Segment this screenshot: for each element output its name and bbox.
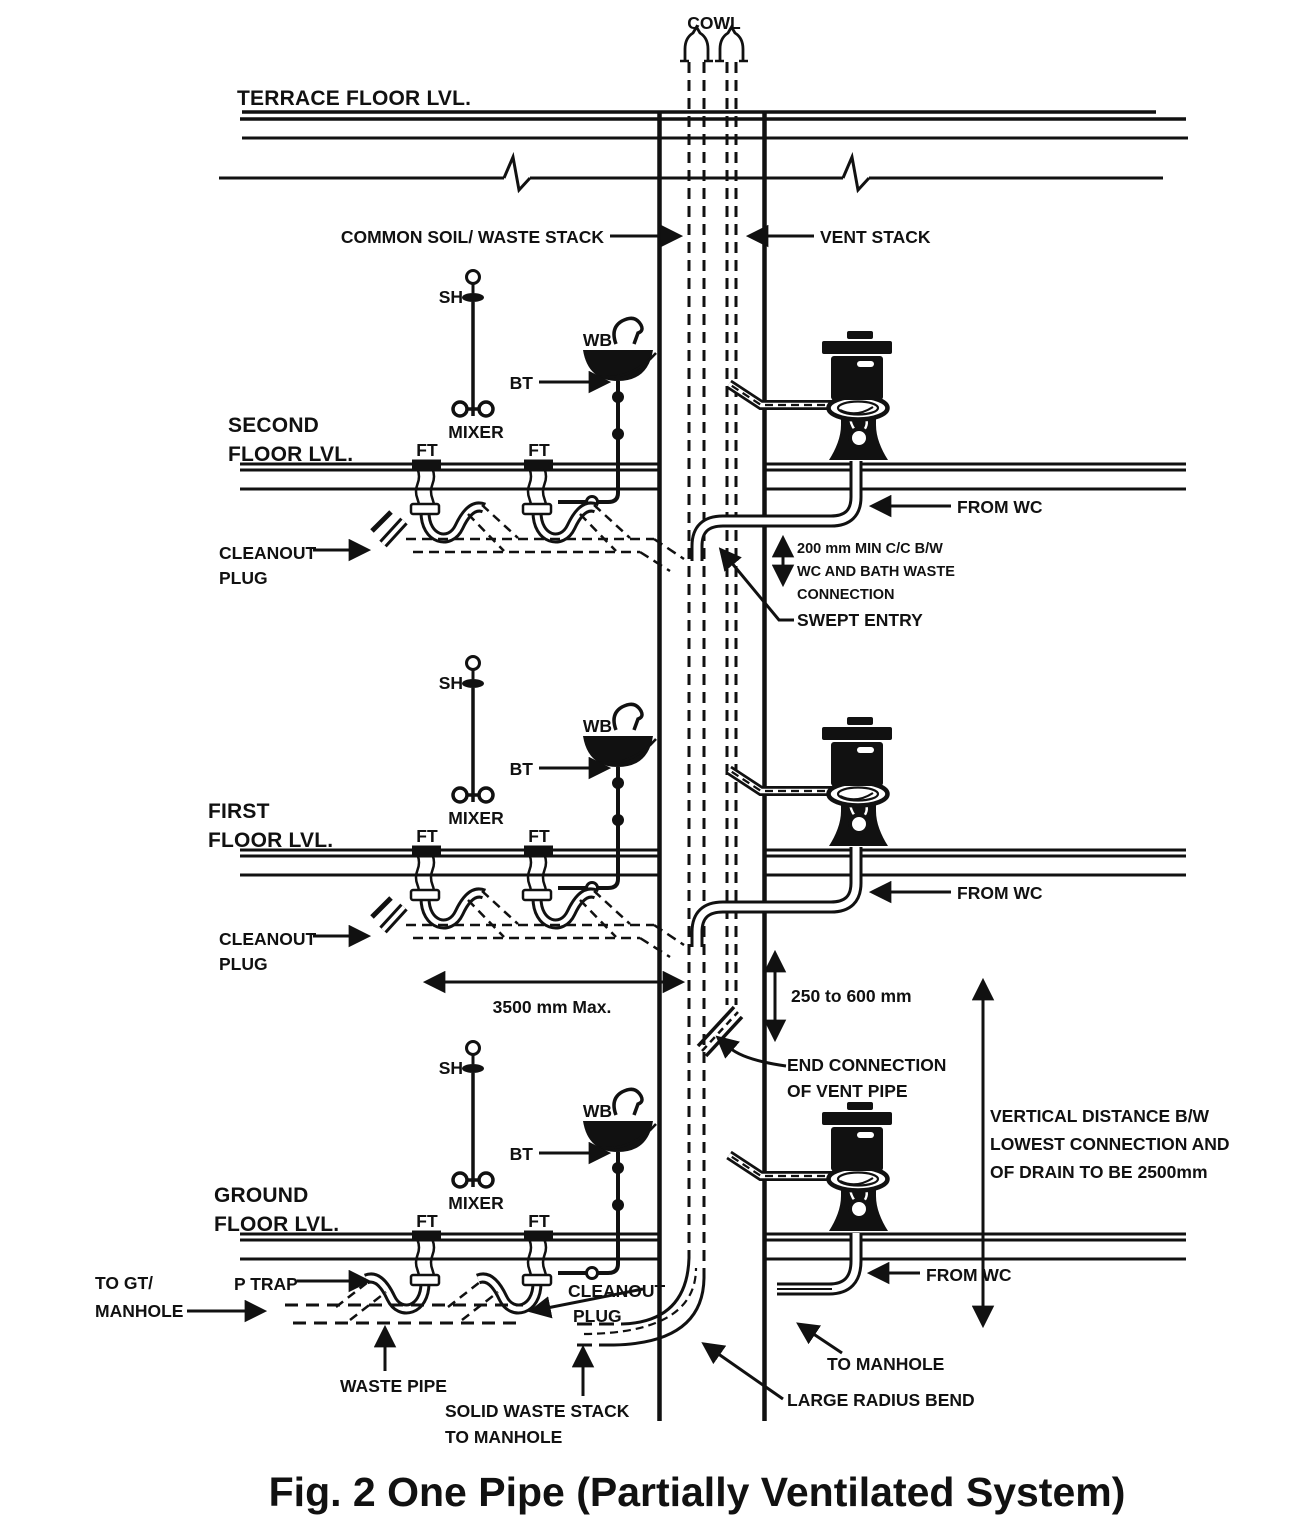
to-gt-label-line1: TO GT/: [95, 1273, 154, 1293]
first-floor-lvl-label: FLOOR LVL.: [208, 829, 334, 852]
wc-bath-gap-line3: CONNECTION: [797, 587, 895, 603]
cowl-label: COWL: [687, 13, 741, 33]
max-branch-dimension-label: 3500 mm Max.: [492, 997, 612, 1017]
end-connection-label-line1: END CONNECTION: [787, 1055, 947, 1075]
vertical-distance-line1: VERTICAL DISTANCE B/W: [990, 1106, 1210, 1126]
p-trap-label: P TRAP: [234, 1274, 298, 1294]
swept-entry-label: SWEPT ENTRY: [797, 610, 923, 630]
vent-stack-label: VENT STACK: [820, 227, 931, 247]
to-gt-label-line2: MANHOLE: [95, 1301, 184, 1321]
second-floor-label: SECOND: [228, 414, 320, 437]
vertical-distance-line2: LOWEST CONNECTION AND: [990, 1134, 1230, 1154]
end-connection-label-line2: OF VENT PIPE: [787, 1081, 908, 1101]
ground-floor-label: GROUND: [214, 1184, 309, 1207]
solid-waste-label-line1: SOLID WASTE STACK: [445, 1401, 630, 1421]
wc-bath-gap-line2: WC AND BATH WASTE: [797, 564, 955, 580]
from-wc-label-ground: FROM WC: [926, 1265, 1012, 1285]
common-stack-label: COMMON SOIL/ WASTE STACK: [340, 227, 604, 247]
second-floor-lvl-label: FLOOR LVL.: [228, 443, 354, 466]
cleanout-label-ground: CLEANOUT: [568, 1281, 666, 1301]
waste-pipe-label: WASTE PIPE: [340, 1376, 447, 1396]
ground-floor-lvl-label: FLOOR LVL.: [214, 1213, 340, 1236]
to-manhole-label: TO MANHOLE: [827, 1354, 945, 1374]
solid-waste-label-line2: TO MANHOLE: [445, 1427, 563, 1447]
terrace-level-label: TERRACE FLOOR LVL.: [237, 87, 472, 110]
cleanout-plug-label-ground: PLUG: [573, 1306, 622, 1326]
wc-bath-gap-line1: 200 mm MIN C/C B/W: [797, 541, 943, 557]
large-radius-bend-label: LARGE RADIUS BEND: [787, 1390, 975, 1410]
figure-caption: Fig. 2 One Pipe (Partially Ventilated System): [268, 1469, 1126, 1515]
vertical-distance-line3: OF DRAIN TO BE 2500mm: [990, 1162, 1208, 1182]
vent-offset-dimension-label: 250 to 600 mm: [791, 986, 912, 1006]
first-floor-label: FIRST: [208, 800, 270, 823]
